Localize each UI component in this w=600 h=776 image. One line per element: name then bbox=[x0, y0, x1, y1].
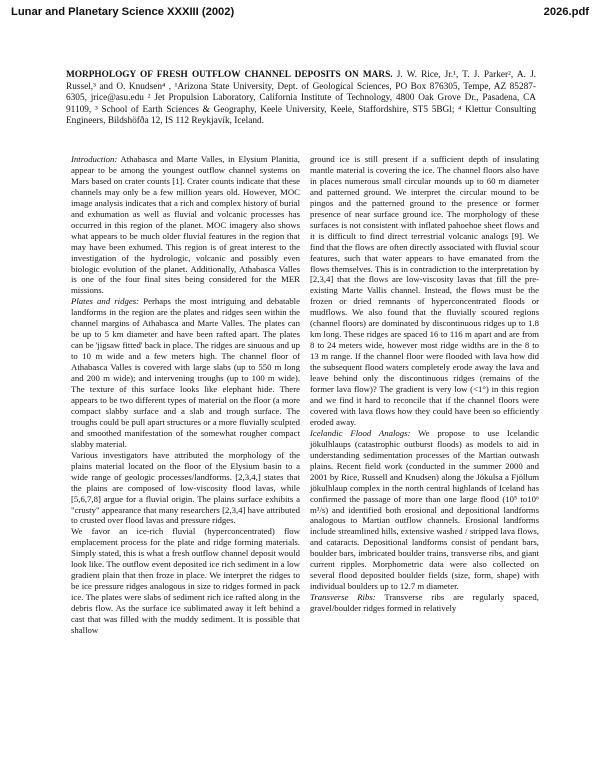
paragraph-transverse-ribs bbox=[310, 592, 539, 614]
page-header bbox=[11, 6, 589, 20]
paragraph-text: Perhaps the most intriguing and debatable landforms in the region are the plates and ridges seen within the channel margins of Athabasca and Marte Valles. The plates can be up to 5 km diameter and have been rafted apart. The plates can be 'jigsaw fitted' back in place. The ridges are sinuous and up to 10 m wide and a few meters high. The channel floor of Athabasca Valles is covered with large slabs (up to 550 m long and 200 m wide); and intervening troughs (up to 100 m wide). The texture of this surface looks like elephant hide. There appears to be two different types of material on the floor (a more compact slabby surface and a slab and trough surface. The troughs could be pull apart structures or a more fluvially sculpted and smoothed manifestation of the somewhat rougher compact slabby material. bbox=[71, 296, 300, 449]
section-heading: Introduction: bbox=[71, 154, 118, 164]
paragraph-investigators bbox=[71, 450, 300, 527]
journal-name: Lunar and Planetary Science XXXIII (2002) bbox=[11, 6, 235, 18]
title-block bbox=[66, 70, 536, 128]
right-column bbox=[310, 154, 539, 614]
paragraph-text: ground ice is still present if a sufficient depth of insulating mantle material is covering the ice. The channel floors also have in places numerous small circular mounds up to 60 m diameter and patterned ground. We interpret the circular mound to be pingos and the patterned ground to the presence or former presence of near surface ground ice. The morphology of these surfaces is not consistent with inflated pahoehoe sheet flows and it is difficult to find direct terrestrial volcanic analogs [9]. We find that the flows are often directly associated with fluvial scour features, such that water appears to have emanated from the flows themselves. This is in contradiction to the interpretation by [2,3,4] that the flows are low-viscosity lavas that fill the pre-existing Marte Vallis channel. Instead, the flows must be the frozen or dried remnants of hyperconcentrated floods or mudflows. We also found that the fluvially scoured regions (channel floors) are dominated by discontinuous ridges up to 1.8 km long. These ridges are spaced 16 to 116 m apart and are from 8 to 24 meters wide, however most ridge widths are in the 8 to 13 m range. If the channel floor were flooded with lava how did the subsequent flood waters completely erode away the lava and leave behind only the discontinuous ridges (remains of the former lava flow)? The gradient is very low (<1°) in this region and we find it hard to reconcile that if the channel floors were covered with lava flows how they could have been so efficiently eroded away. bbox=[310, 154, 539, 427]
paragraph-text: Athabasca and Marte Valles, in Elysium Planitia, appear to be among the youngest outflow channel systems on Mars based on crater counts [1]. Crater counts indicate that these channels may only be a few million years old. However, MOC image analysis indicates that a rich and complex history of burial and exhumation as well as fluvial and volcanic processes has occurred in this region of the planet. MOC imagery also shows what appears to be much older fluvial features in the region that may have been exhumed. This region is of great interest to the investigation of the hydrologic, volcanic and possibly even biologic evolution of the planet. Additionally, Athabasca Valles is one of the four final sites being considered for the MER missions. bbox=[71, 154, 300, 296]
paragraph-plates-ridges bbox=[71, 296, 300, 449]
section-heading: Transverse Ribs: bbox=[310, 592, 376, 603]
authors-affiliations: J. W. Rice, Jr.¹, T. J. Parker², A. J. Russel,³ and O. Knudsen⁴ , ¹Arizona State University, Dept. of Geological Sciences, PO Box 876305, Tempe, AZ 85287-6305, jrice@asu.edu ² Jet Propulsion Laboratory, California Institute of Technology, 4800 Oak Grove Dr., Pasadena, CA 91109, ³ School of Earth Sciences & Geography, Keele University, Keele, Staffordshire, ST5 5BGl; ⁴ Klettur Consulting Engineers, Bildshöfða 12, IS 112 Reykjavík, Iceland. bbox=[66, 70, 537, 127]
paragraph-text: We propose to use Icelandic jökulhlaups (catastrophic outburst floods) as models to aid in understanding sedimentation processes of the Martian outwash plains. Recent field work (conducted in the summer 2000 and 2001 by Rice, Russell and Knudsen) along the Jökulsa a Fjöllum jökulhlaup complex in the north central highlands of Iceland has confirmed the passage of more than one large flood (10⁵ to10⁶ m³/s) and identified both erosional and depositional landforms analogous to Martian outflow channels. Erosional landforms include streamlined hills, extensive washed / stripped lava flows, and cataracts. Depositional landforms consist of pendant bars, boulder bars, imbricated boulder trains, transverse ribs, and giant current ripples. Morphometric data were also collected on several flood deposited boulder fields (size, form, shape) with individual boulders up to 12.7 m diameter. bbox=[310, 427, 539, 592]
section-heading: Icelandic Flood Analogs: bbox=[310, 427, 411, 438]
paragraph-icelandic-flood bbox=[310, 428, 539, 592]
paragraph-text: We favor an ice-rich fluvial (hyperconcentrated) flow emplacement process for the plate and ridge forming materials. Simply stated, this is what a fresh outflow channel deposit would look like. The outflow event deposited ice rich sediment in a low gradient plain that then froze in place. We interpret the ridges to be ice pressure ridges analogous in size to ridges formed in pack ice. The plates were slabs of sediment rich ice rafted along in the debris flow. As the surface ice sublimated away it left behind a cast that was filled with the muddy sediment. It is possible that shallow bbox=[71, 526, 300, 635]
paragraph-text: Various investigators have attributed the morphology of the plains material located on the floor of the Elysium basin to a wide range of geologic processes/landforms. [2,3,4,] states that the plains are composed of low-viscosity flood lavas, while [5,6,7,8] argue for a fluvial origin. The plains surface exhibits a "crusty" appearance that many researchers [2,3,4] have attributed to crusted over flood lavas and pressure ridges. bbox=[71, 449, 300, 526]
paper-id: 2026.pdf bbox=[543, 6, 589, 18]
left-column bbox=[71, 154, 300, 636]
paragraph-ice-rich-flow bbox=[71, 526, 300, 636]
paragraph-ground-ice bbox=[310, 154, 539, 428]
section-heading: Plates and ridges: bbox=[71, 296, 140, 307]
paragraph-introduction bbox=[71, 154, 300, 296]
paper-title: MORPHOLOGY OF FRESH OUTFLOW CHANNEL DEPOSITS ON MARS. bbox=[66, 70, 393, 80]
paragraph-text: Transverse ribs are regularly spaced, gravel/boulder ridges formed in relatively bbox=[310, 592, 539, 614]
